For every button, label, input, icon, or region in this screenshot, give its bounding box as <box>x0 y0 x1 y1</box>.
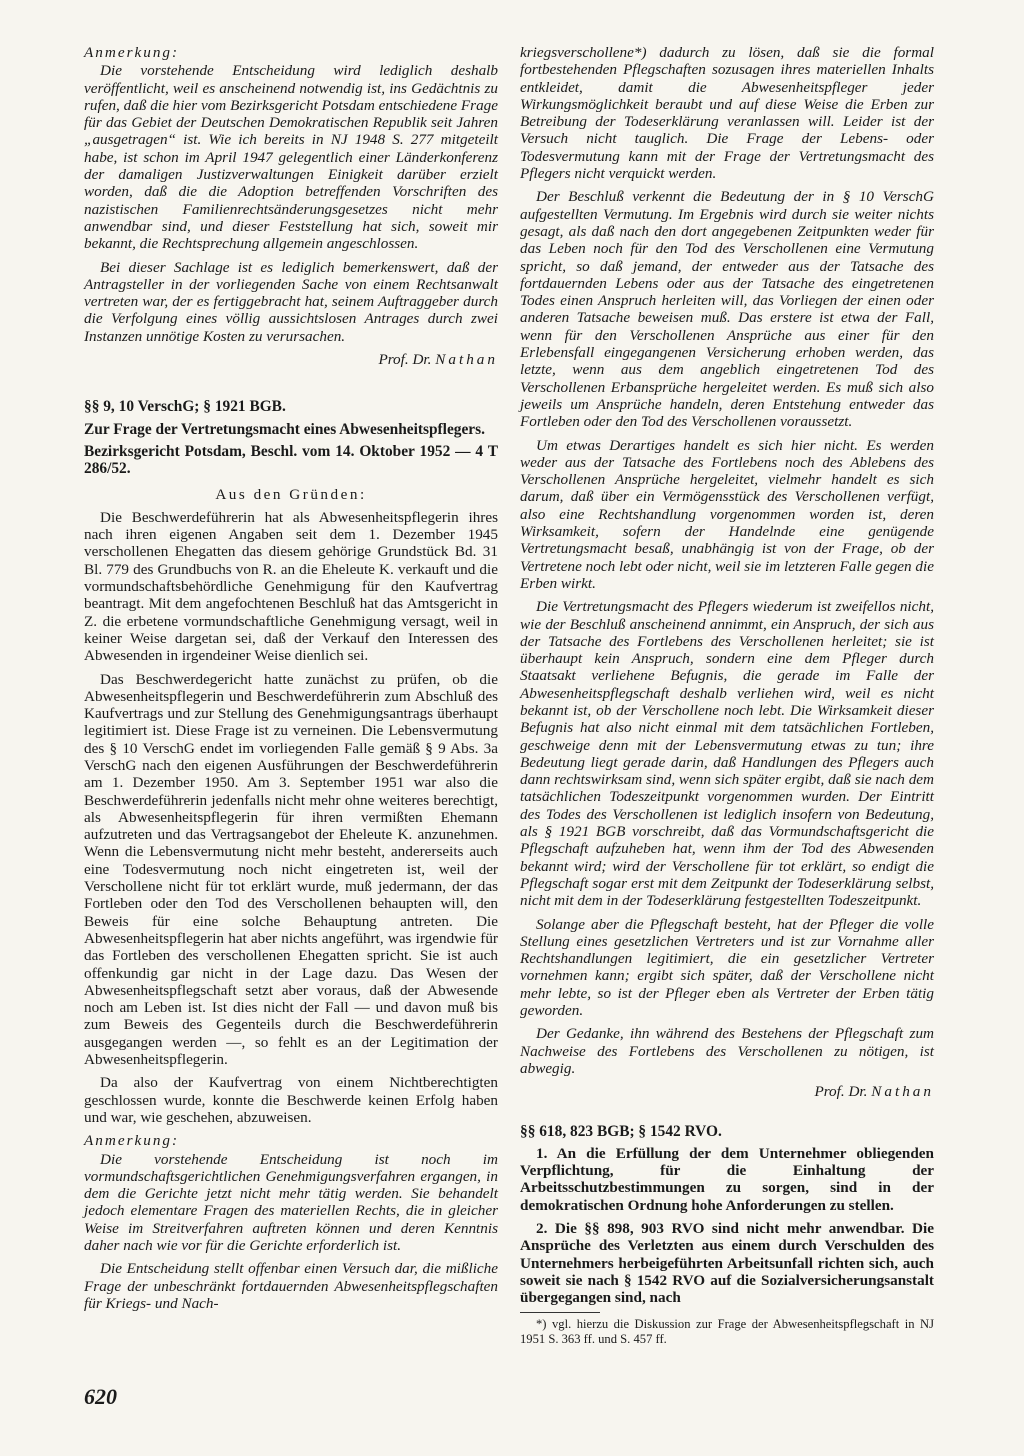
signature-title: Prof. Dr. <box>378 351 432 369</box>
footnote: *) vgl. hierzu die Diskussion zur Frage der Abwesenheitspflegschaft in NJ 1951 S. 363 ff. und S. 457 ff. <box>520 1317 934 1346</box>
headnote: 2. Die §§ 898, 903 RVO sind nicht mehr anwendbar. Die Ansprüche des Verletzten aus einem durch Verschulden des Unternehmers herbeigeführten Arbeitsunfall richten sich, auch soweit sie nach § 1542 RVO auf die Sozialversicherungsanstalt übergegangen sind, nach <box>520 1220 934 1307</box>
left-column <box>84 44 498 1318</box>
annotation-paragraph: Die vorstehende Entscheidung ist noch im vormundschaftsgerichtlichen Genehmigungsverfahren ergangen, in dem die Gerichte jetzt nicht mehr tätig werden. Sie behandelt jedoch elementare Fragen des materiellen Rechts, die in gleicher Weise im Streitverfahren auftreten können und deren Kenntnis daher nach wie vor für die Gerichte erforderlich ist. <box>84 1150 498 1254</box>
annotation-paragraph: Solange aber die Pflegschaft besteht, hat der Pfleger die volle Stellung eines gesetzlichen Vertreters und ist zur Vornahme aller Rechtshandlungen legitimiert, die ein gesetzlicher Vertreter vornehmen kann; ergibt sich später, daß der Verschollene nicht mehr lebte, so ist der Pfleger eben als Vertreter der Erben tätig geworden. <box>520 915 934 1020</box>
annotation-paragraph: Um etwas Derartiges handelt es sich hier nicht. Es werden weder aus der Tatsache des Fortlebens noch des Ablebens des Verschollenen Ansprüche hergeleitet, vielmehr handelt es sich darum, daß über ein Vermögensstück des Verschollenen verfügt, also eine Rechtshandlung vorgenommen worden ist, deren Wirksamkeit, sofern der Handelnde eine genügende Vertretungsmacht besaß, unabhängig ist von der Frage, ob der Vertretene noch lebt oder nicht, weil sie im letzteren Falle gegen die Erben wirkt. <box>520 436 934 592</box>
annotation-label: Anmerkung: <box>84 44 180 61</box>
court-decision: Bezirksgericht Potsdam, Beschl. vom 14. Oktober 1952 — 4 T 286/52. <box>84 442 498 478</box>
body-paragraph: Das Beschwerdegericht hatte zunächst zu prüfen, ob die Abwesenheitspflegerin und Beschwerdeführerin zum Abschluß des Kaufvertrags und zur Stellung des Genehmigungsantrags überhaupt legitimiert ist. Diese Frage ist zu verneinen. Die Lebensvermutung des § 10 VerschG endet im vorliegenden Falle gemäß § 9 Abs. 3a VerschG nach den eigenen Ausführungen der Beschwerdeführerin am 1. Dezember 1950. Am 3. September 1951 war also die Beschwerdeführerin jedenfalls nicht mehr ohne weiteres berechtigt, als Abwesenheitspflegerin für ihren vermißten Ehemann aufzutreten und das Vertragsangebot der Eheleute K. anzunehmen. Wenn die Lebensvermutung nicht mehr besteht, andererseits auch eine Todesvermutung noch nicht eingetreten ist, weil der Verschollene nicht für tot erklärt wurde, muß jedermann, der das Fortleben oder den Tod des Verschollenen behaupten will, den Beweis für eine solche Behauptung antreten. Die Abwesenheitspflegerin hat aber nichts angeführt, was irgendwie für das Fortleben des verschollenen Ehegatten spricht. Sie ist auch offenkundig gar nicht in der Lage dazu. Das Wesen der Abwesenheitspflegschaft setzt aber voraus, daß der Abwesende noch am Leben ist. Ist dies nicht der Fall — und davon muß bis zum Beweis des Gegenteils durch die Beschwerdeführerin ausgegangen werden —, so fehlt es an der Legitimation der Abwesenheitspflegerin. <box>84 670 498 1069</box>
annotation-paragraph: Die vorstehende Entscheidung wird lediglich deshalb veröffentlicht, weil es anscheinend notwendig ist, ins Gedächtnis zu rufen, daß die hier vom Bezirksgericht Potsdam entschiedene Frage für das Gebiet der Deutschen Demokratischen Republik seit Jahren „ausgetragen“ ist. Wie ich bereits in NJ 1948 S. 277 mitgeteilt habe, ist schon im April 1947 gelegentlich einer Länderkonferenz der damaligen Justizverwaltungen Einigkeit darüber erzielt worden, daß die die Adoption betreffenden Vorschriften des nazistischen Familienrechtsänderungsgesetzes nicht mehr anwendbar sind, und dieser Feststellung hat sich, soweit mir bekannt, die Rechtsprechung allgemein angeschlossen. <box>84 62 498 253</box>
annotation-label: Anmerkung: <box>84 1132 180 1150</box>
footnote-rule <box>520 1312 600 1313</box>
signature-title: Prof. Dr. <box>814 1083 868 1101</box>
annotation-paragraph: Bei dieser Sachlage ist es lediglich bemerkenswert, daß der Antragsteller in der vorliegenden Sache von einem Rechtsanwalt vertreten war, der es fertiggebracht hat, seinem Auftraggeber durch die Verfolgung eines völlig aussichtslosen Antrages durch zwei Instanzen unnötige Kosten zu verursachen. <box>84 258 498 345</box>
signature-name: Nathan <box>871 1083 934 1101</box>
case-reference: §§ 618, 823 BGB; § 1542 RVO. <box>520 1122 722 1140</box>
signature-name: Nathan <box>435 351 498 369</box>
headnote: 1. An die Erfüllung der dem Unternehmer obliegenden Verpflichtung, für die Einhaltung der Arbeitsschutzbestimmungen zu sorgen, sind in der demokratischen Ordnung hohe Anforderungen zu stellen. <box>520 1144 934 1214</box>
author-signature <box>84 351 498 368</box>
body-paragraph: Da also der Kaufvertrag von einem Nichtberechtigten geschlossen wurde, konnte die Beschwerde keinen Erfolg haben und war, wie geschehen, abzuweisen. <box>84 1074 498 1126</box>
right-column <box>520 44 934 1352</box>
annotation-paragraph: Der Gedanke, ihn während des Bestehens der Pflegschaft zum Nachweise des Fortlebens des Verschollenen zu nötigen, ist abwegig. <box>520 1025 934 1077</box>
annotation-paragraph: kriegsverschollene*) dadurch zu lösen, daß sie die formal fortbestehenden Pflegschaften sozusagen ihres materiellen Inhalts entkleidet, damit die Abwesenheitspfleger jeder Wirkungsmöglichkeit beraubt und auf diese Weise die Erben zur Betreibung der Todeserklärung veranlassen will. Leider ist der Versuch nicht tauglich. Die Frage der Lebens- oder Todesvermutung kann mit der Frage der Vertretungsmacht des Pflegers nicht verquickt werden. <box>520 44 934 183</box>
annotation-paragraph: Die Vertretungsmacht des Pflegers wiederum ist zweifellos nicht, wie der Beschluß anscheinend annimmt, ein Anspruch, der sich aus der Tatsache des Fortlebens des Verschollenen herleitet; sie ist überhaupt kein Anspruch, sondern eine dem Pfleger durch Staatsakt verliehene Befugnis, die gerade im Falle der Abwesenheitspflegschaft deshalb verliehen wird, weil es nicht bekannt ist, ob der Verschollene noch lebt. Die Wirksamkeit dieser Befugnis hat also nicht einmal mit dem tatsächlichen Fortleben, geschweige denn mit der Lebensvermutung etwas zu tun; ihre Bedeutung liegt gerade darin, daß Handlungen des Pflegers auch dann rechtswirksam sind, wenn sich später ergibt, daß sie nach dem tatsächlichen Todeszeitpunkt vorgenommen wurden. Der Eintritt des Todes des Verschollenen ist lediglich insofern von Bedeutung, als § 1921 BGB vorschreibt, daß das Vormundschaftsgericht die Pflegschaft aufzuheben hat, wenn ihm der Tod des Abwesenden bekannt wird; wird der Verschollene für tot erklärt, so endigt die Pflegschaft sogar erst mit dem Zeitpunkt der Todeserklärung selbst, nicht mit dem in der Todeserklärung festgestellten Todeszeitpunkt. <box>520 598 934 910</box>
annotation-paragraph: Die Entscheidung stellt offenbar einen Versuch dar, die mißliche Frage der unbeschränkt fortdauernden Abwesenheitspflegschaften für Kriegs- und Nach- <box>84 1260 498 1312</box>
case-reference: §§ 9, 10 VerschG; § 1921 BGB. <box>84 398 286 416</box>
headnotes <box>520 1145 934 1307</box>
author-signature <box>520 1083 934 1100</box>
body-paragraph: Die Beschwerdeführerin hat als Abwesenheitspflegerin ihres nach ihren eigenen Angaben seit dem 1. Dezember 1945 verschollenen Ehegatten das diesem gehörige Grundstück Bd. 31 Bl. 779 des Grundbuchs von R. an die Eheleute K. verkauft und die vormundschaftsbehördliche Genehmigung für den Kaufvertrag beantragt. Mit dem angefochtenen Beschluß hat das Amtsgericht in Z. die erbetene vormundschaftliche Genehmigung versagt, weil in keiner Weise dargetan sei, daß der Verkauf den Interessen des Abwesenden in irgendeiner Weise dienlich sei. <box>84 508 498 665</box>
case-title: Zur Frage der Vertretungsmacht eines Abwesenheitspflegers. <box>84 420 485 438</box>
page-number: 620 <box>84 1384 117 1409</box>
reasons-heading: Aus den Gründen: <box>215 485 367 503</box>
annotation-paragraph: Der Beschluß verkennt die Bedeutung der in § 10 VerschG aufgestellten Vermutung. Im Ergebnis wird durch sie weiter nichts gesagt, als daß nach den dort angegebenen Zeitpunkten weder für das Leben noch für den Tod des Verschollenen eine Vermutung spricht, so daß jemand, der entweder aus der Tatsache des fortdauernden Lebens oder aus der Tatsache des eingetretenen Todes einen Anspruch herleiten will, das Vorliegen der einen oder anderen Tatsache beweisen muß. Das erstere ist etwa der Fall, wenn für den Verschollenen Ansprüche aus einer für den Erlebensfall eingegangenen Versicherung erhoben werden, das letzte, wenn aus dem angeblich eingetretenen Tod des Verschollenen Erbansprüche hergeleitet werden. Es muß sich also jeweils um Ansprüche handeln, deren Entstehung entweder das Fortleben oder den Tod des Verschollenen voraussetzt. <box>520 188 934 431</box>
